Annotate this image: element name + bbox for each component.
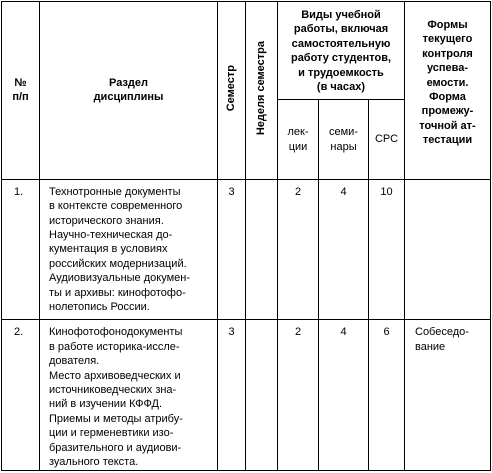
header-number: № п/п (2, 2, 40, 180)
row-lectures: 2 (278, 179, 319, 320)
row-srs: 10 (369, 179, 405, 320)
header-row (2, 2, 491, 100)
header-week (246, 2, 278, 180)
header-control-forms: Формы текущего контроля успева- емости. Форма промежу- точной ат- тестации (405, 2, 491, 180)
row-number: 2. (2, 320, 40, 471)
row-section: Технотронные документы в контексте современного исторического знания. Научно-техническая до- кументация в условиях российских модернизаций. Аудиовизуальные докумен- ты и архивы: кинофотофо- нолетопись России. (40, 179, 218, 320)
row-semester: 3 (218, 320, 246, 471)
row-semester: 3 (218, 179, 246, 320)
row-seminars: 4 (319, 320, 369, 471)
row-week (246, 320, 278, 471)
header-semester-label: Семестр (225, 65, 238, 112)
row-control-form (405, 179, 491, 320)
table-row (2, 179, 491, 320)
curriculum-table (1, 1, 491, 471)
header-semester (218, 2, 246, 180)
header-work-types: Виды учебной работы, включая самостоятельную работу студентов, и трудоемкость (в часах) (278, 2, 405, 100)
table-row (2, 320, 491, 471)
row-lectures: 2 (278, 320, 319, 471)
row-week (246, 179, 278, 320)
header-section: Раздел дисциплины (40, 2, 218, 180)
header-seminars: семи- нары (319, 100, 369, 179)
header-lectures: лек- ции (278, 100, 319, 179)
row-control-form: Собеседо- вание (405, 320, 491, 471)
row-number: 1. (2, 179, 40, 320)
row-srs: 6 (369, 320, 405, 471)
row-section: Кинофотофонодокументы в работе историка-иссле- дователя. Место архивоведческих и источниковедческих зна- ний в изучении КФФД. Приемы и методы атрибу- ции и герменевтики изо- бразительного и аудиови- зуального текста. (40, 320, 218, 471)
header-week-label: Неделя семестра (255, 41, 268, 136)
row-seminars: 4 (319, 179, 369, 320)
header-srs: СРС (369, 100, 405, 179)
